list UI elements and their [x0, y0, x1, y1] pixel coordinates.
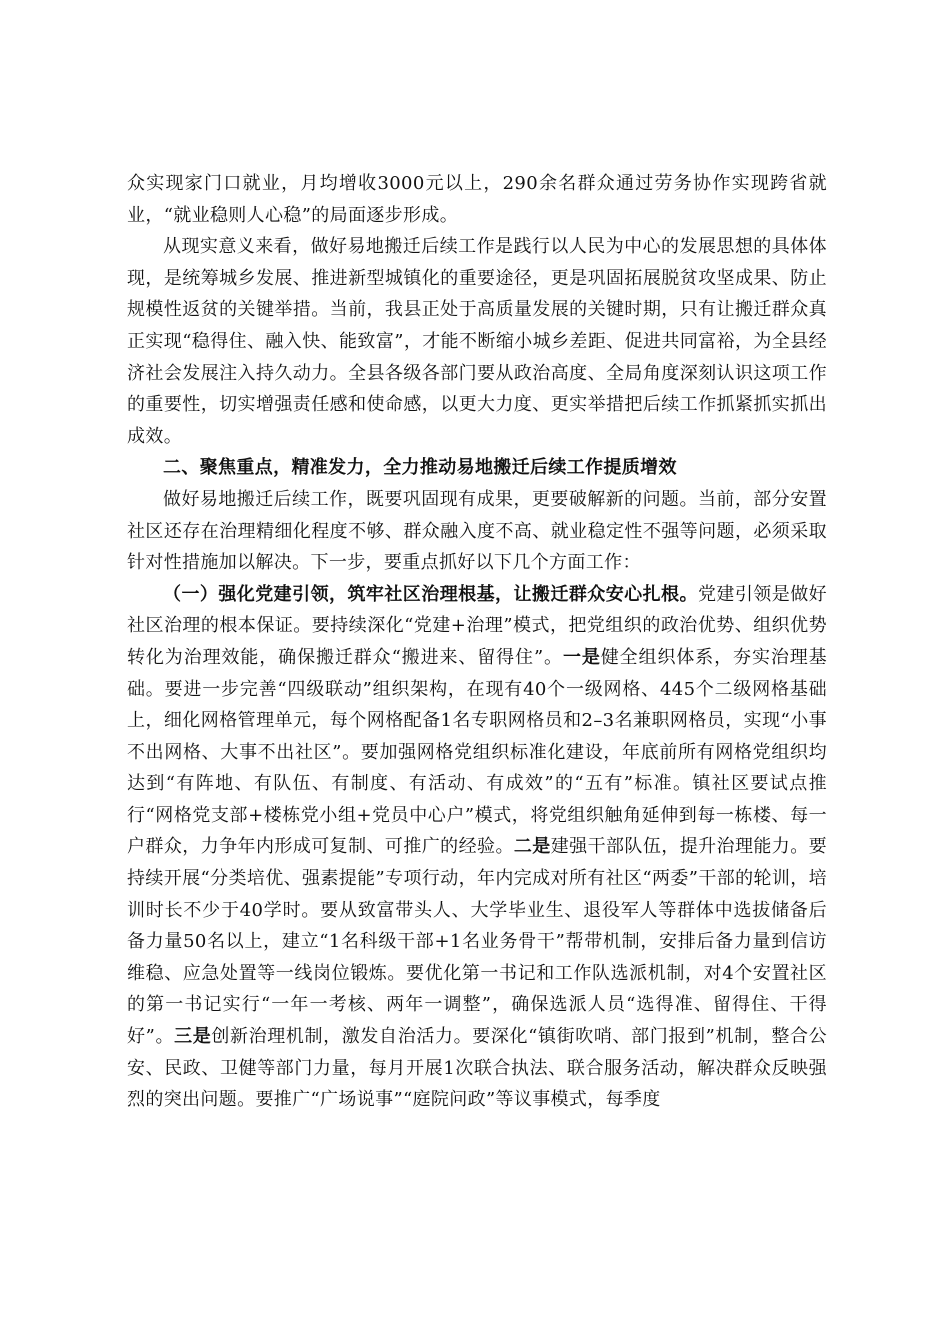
document-body — [127, 168, 827, 1116]
paragraph-text: 党建引领是做好社区治理的根本保证。要持续深化“党建+治理”模式，把党组织的政治优势、组织优势转化为治理效能，确保搬迁群众“搬进来、留得住”。 — [127, 583, 827, 668]
point-marker-1: 一是 — [562, 646, 601, 668]
paragraph-text: 健全组织体系，夯实治理基础。要进一步完善“四级联动”组织架构，在现有40个一级网格、445个二级网格基础上，细化网格管理单元，每个网格配备1名专职网格员和2–3名兼职网格员，实现“小事不出网格、大事不出社区”。要加强网格党组织标准化建设，年底前所有网格党组织均达到“有阵地、有队伍、有制度、有活动、有成效”的“五有”标准。镇社区要试点推行“网格党支部+楼栋党小组+党员中心户”模式，将党组织触角延伸到每一栋楼、每一户群众，力争年内形成可复制、可推广的经验。 — [127, 646, 827, 858]
paragraph-practical-significance: 从现实意义来看，做好易地搬迁后续工作是践行以人民为中心的发展思想的具体体现，是统筹城乡发展、推进新型城镇化的重要途径，更是巩固拓展脱贫攻坚成果、防止规模性返贫的关键举措。当前，我县正处于高质量发展的关键时期，只有让搬迁群众真正实现“稳得住、融入快、能致富”，才能不断缩小城乡差距、促进共同富裕，为全县经济社会发展注入持久动力。全县各级各部门要从政治高度、全局角度深刻认识这项工作的重要性，切实增强责任感和使命感，以更大力度、更实举措把后续工作抓紧抓实抓出成效。 — [127, 236, 827, 447]
paragraph-text: 创新治理机制，激发自治活力。要深化“镇街吹哨、部门报到”机制，整合公安、民政、卫健等部门力量，每月开展1次联合执法、联合服务活动，解决群众反映强烈的突出问题。要推广“广场说事”“庭院问政”等议事模式，每季度 — [127, 1026, 827, 1111]
paragraph-section-intro: 做好易地搬迁后续工作，既要巩固现有成果，更要破解新的问题。当前，部分安置社区还存在治理精细化程度不够、群众融入度不高、就业稳定性不强等问题，必须采取针对性措施加以解决。下一步，要重点抓好以下几个方面工作： — [127, 488, 827, 574]
paragraph-employment-continued: 众实现家门口就业，月均增收3000元以上，290余名群众通过劳务协作实现跨省就业，“就业稳则人心稳”的局面逐步形成。 — [127, 173, 827, 226]
paragraph-party-building — [127, 579, 827, 1116]
point-marker-2: 二是 — [513, 836, 551, 858]
point-marker-3: 三是 — [174, 1026, 212, 1048]
section-heading-2: 二、聚焦重点，精准发力，全力推动易地搬迁后续工作提质增效 — [163, 457, 677, 479]
subheading-1: （一）强化党建引领，筑牢社区治理根基，让搬迁群众安心扎根。 — [163, 583, 698, 605]
paragraph-text: 建强干部队伍，提升治理能力。要持续开展“分类培优、强素提能”专项行动，年内完成对所有社区“两委”干部的轮训，培训时长不少于40学时。要从致富带头人、大学毕业生、退役军人等群体中选拔储备后备力量50名以上，建立“1名科级干部+1名业务骨干”帮带机制，安排后备力量到信访维稳、应急处置等一线岗位锻炼。要优化第一书记和工作队选派机制，对4个安置社区的第一书记实行“一年一考核、两年一调整”，确保选派人员“选得准、留得住、干得好”。 — [127, 836, 827, 1048]
